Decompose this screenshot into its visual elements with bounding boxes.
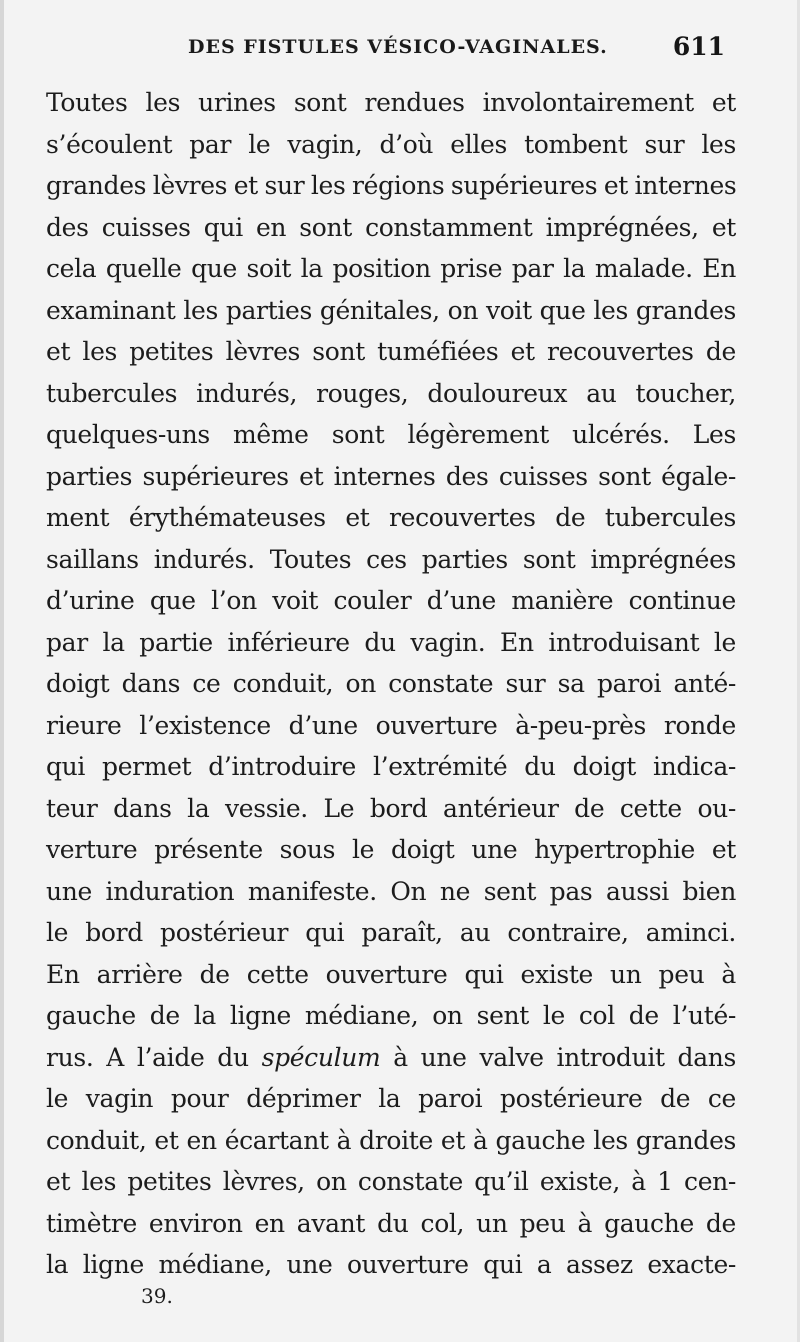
text-line: grandes lèvres et sur les régions supérieures et internes [46, 171, 737, 200]
text-line: par la partie inférieure du vagin. En introduisant le [46, 627, 736, 657]
text-line [46, 1037, 736, 1079]
running-title: DES FISTULES VÉSICO-VAGINALES. [188, 36, 608, 58]
text-line: saillans indurés. Toutes ces parties sont imprégnées [46, 544, 736, 574]
text-segment: rus. A l’aide du [46, 1042, 262, 1072]
text-line: et les petites lèvres sont tuméfiées et recouvertes de [46, 337, 736, 366]
text-line: examinant les parties génitales, on voit que les grandes [46, 295, 736, 325]
text-line: conduit, et en écartant à droite et à gauche les grandes [46, 1125, 736, 1155]
text-line: teur dans la vessie. Le bord antérieur de cette ou- [46, 793, 736, 823]
text-line: gauche de la ligne médiane, on sent le col de l’uté- [46, 1001, 736, 1030]
text-line: Toutes les urines sont rendues involontairement et [46, 88, 736, 117]
signature-mark: 39. [141, 1284, 173, 1308]
text-line: qui permet d’introduire l’extrémité du doigt indica- [46, 752, 736, 781]
text-line: et les petites lèvres, on constate qu’il existe, à 1 cen- [46, 1167, 736, 1196]
text-line: doigt dans ce conduit, on constate sur sa paroi anté- [46, 669, 736, 698]
text-line: timètre environ en avant du col, un peu à gauche de [46, 1208, 736, 1238]
text-line: le vagin pour déprimer la paroi postérieure de ce [46, 1084, 736, 1113]
text-line: parties supérieures et internes des cuisses sont égale- [46, 461, 736, 491]
page-number: 611 [672, 32, 725, 61]
text-line: tubercules indurés, rouges, douloureux au toucher, [46, 378, 736, 408]
text-line: des cuisses qui en sont constamment imprégnées, et [46, 212, 736, 242]
text-line: s’écoulent par le vagin, d’où elles tombent sur les [46, 129, 736, 159]
text-line: ment érythémateuses et recouvertes de tubercules [46, 503, 736, 532]
text-line: une induration manifeste. On ne sent pas aussi bien [46, 876, 736, 906]
text-line: d’urine que l’on voit couler d’une manière continue [46, 586, 736, 615]
text-line: cela quelle que soit la position prise par la malade. En [46, 254, 736, 283]
text-line: verture présente sous le doigt une hypertrophie et [46, 835, 736, 864]
text-line: le bord postérieur qui paraît, au contraire, aminci. [46, 918, 736, 947]
text-line: En arrière de cette ouverture qui existe un peu à [46, 959, 736, 989]
text-line: rieure l’existence d’une ouverture à-peu-près ronde [46, 710, 736, 740]
body-text [46, 82, 736, 1286]
text-line: la ligne médiane, une ouverture qui a assez exacte- [46, 1250, 736, 1279]
italic-term: spéculum [261, 1042, 381, 1072]
text-line: quelques-uns même sont légèrement ulcérés. Les [46, 420, 736, 449]
text-segment: à une valve introduit dans [380, 1042, 736, 1072]
